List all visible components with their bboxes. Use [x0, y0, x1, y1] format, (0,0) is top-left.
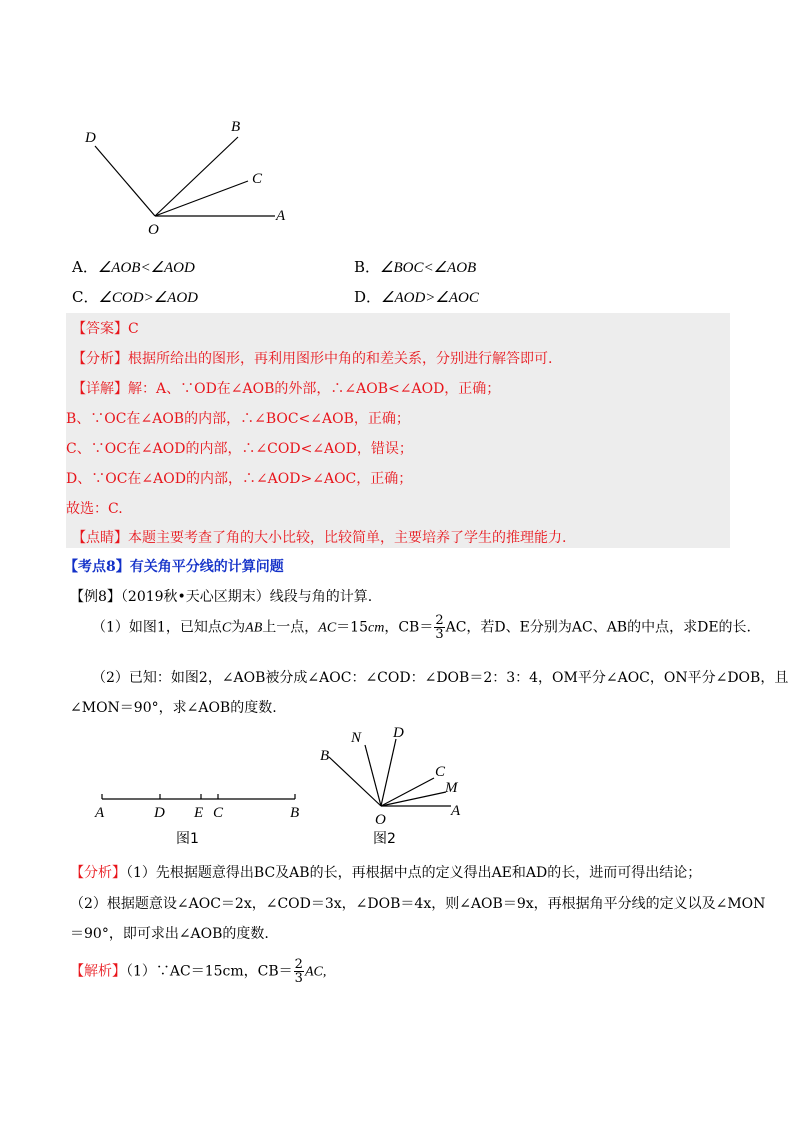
label-a: A — [451, 803, 461, 819]
label-m: M — [445, 780, 458, 796]
label-b: B — [290, 805, 300, 821]
solution-analysis-2: （2）根据题意设∠AOC＝2x，∠COD＝3x，∠DOB＝4x，则∠AOB＝9x，再根据角平分线的定义以及∠MON — [70, 896, 766, 912]
solution-analysis-3: ＝90°，即可求出∠AOB的度数. — [70, 926, 269, 942]
figure-2-caption: 图2 — [373, 831, 396, 847]
label-o: O — [375, 812, 386, 828]
label-e: E — [194, 805, 204, 821]
question-2-line-1: （2）已知：如图2，∠AOB被分成∠AOC：∠COD：∠DOB＝2：3：4，OM平分∠AOC，ON平分∠DOB，且 — [92, 670, 789, 686]
label-n: N — [351, 730, 362, 746]
detail-line-4: D、∵OC在∠AOD的内部，∴∠AOD>∠AOC，正确； — [66, 471, 413, 487]
question-2-line-2: ∠MON＝90°，求∠AOB的度数. — [70, 700, 277, 716]
label-d: D — [393, 725, 404, 741]
example-header: 【例8】（2019秋•天心区期末）线段与角的计算. — [70, 589, 373, 605]
label-c: C — [435, 764, 446, 780]
label-o: O — [148, 222, 159, 238]
analysis-text: 【分析】根据所给出的图形，再利用图形中角的和差关系，分别进行解答即可. — [72, 351, 553, 367]
solution-analysis-1: 【分析】（1）先根据题意得出BC及AB的长，再根据中点的定义得出AE和AD的长，进而可得出结论； — [70, 865, 702, 881]
fraction-two-thirds: $\frac{2}{3}$ — [435, 613, 444, 642]
label-a: A — [95, 805, 105, 821]
label-d: D — [85, 130, 96, 146]
label-d: D — [154, 805, 165, 821]
choose-text: 故选：C. — [66, 501, 123, 517]
detail-line-3: C、∵OC在∠AOD的内部，∴∠COD<∠AOD，错误； — [66, 441, 413, 457]
detail-line-1: 【详解】解：A、∵OD在∠AOB的外部，∴∠AOB<∠AOD，正确； — [72, 381, 501, 397]
angle-figure-top — [80, 110, 310, 245]
option-a: A．∠AOB<∠AOD — [72, 258, 195, 276]
label-b: B — [231, 119, 241, 135]
fraction-two-thirds-solution: $\frac{2}{3}$ — [294, 957, 303, 986]
option-c: C．∠COD>∠AOD — [72, 288, 198, 306]
angle-figure-2 — [315, 722, 465, 852]
section-title: 【考点8】有关角平分线的计算问题 — [64, 559, 284, 575]
label-a: A — [276, 208, 286, 224]
answer-text: 【答案】C — [72, 321, 139, 337]
question-1: （1）如图1，已知点C为AB上一点，AC＝15cm，CB＝ $\frac{2}{3}$ AC，若D、E分别为AC、AB的中点，求DE的长. — [92, 613, 751, 642]
label-c: C — [252, 171, 263, 187]
figure-1-caption: 图1 — [176, 831, 199, 847]
detail-line-2: B、∵OC在∠AOB的内部，∴∠BOC<∠AOB，正确； — [66, 411, 410, 427]
solution-jiexi: 【解析】（1）∵AC＝15cm，CB＝ $\frac{2}{3}$ AC, — [70, 957, 327, 986]
label-b: B — [320, 748, 330, 764]
option-b: B．∠BOC<∠AOB — [354, 258, 477, 276]
segment-figure-1 — [88, 788, 318, 852]
option-d: D．∠AOD>∠AOC — [354, 288, 479, 306]
label-c: C — [213, 805, 224, 821]
comment-text: 【点睛】本题主要考查了角的大小比较，比较简单，主要培养了学生的推理能力. — [72, 530, 567, 546]
